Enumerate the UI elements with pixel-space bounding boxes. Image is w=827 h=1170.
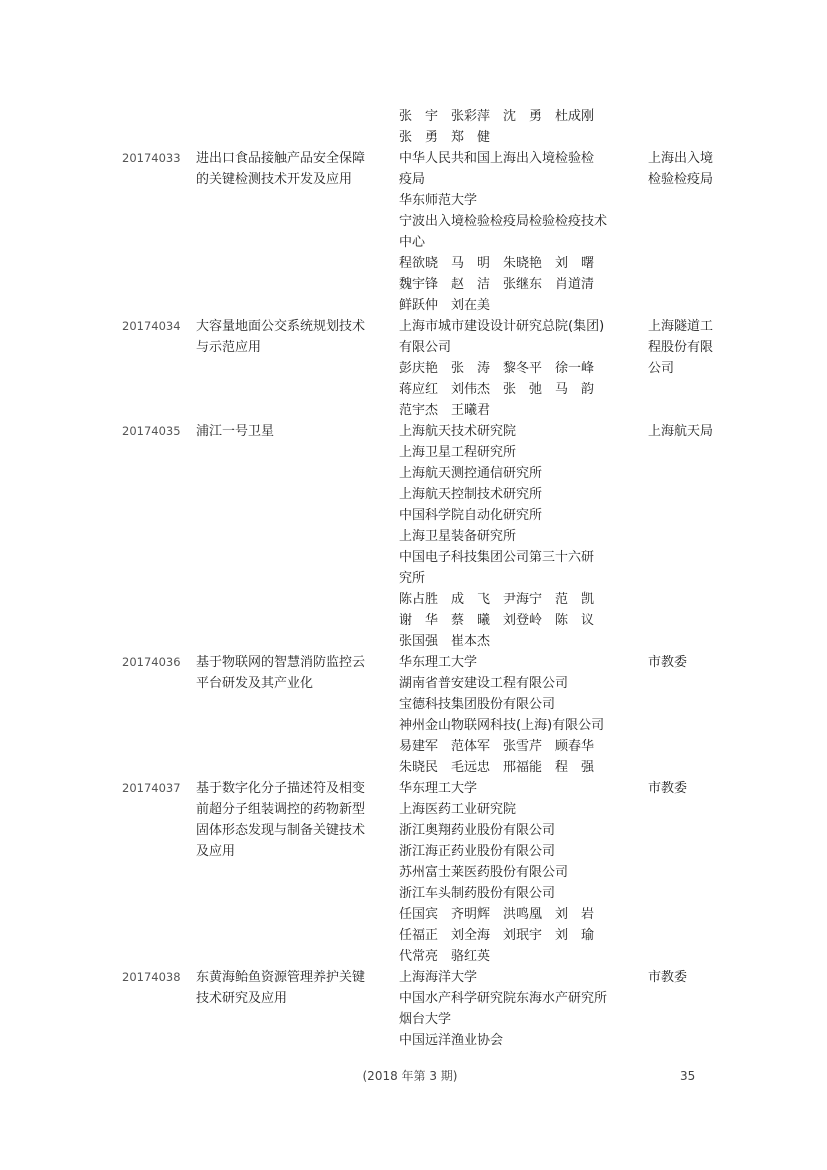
- page-number: 35: [680, 1069, 696, 1083]
- recommending-unit: 市教委: [648, 970, 688, 985]
- completing-organization: 疫局: [399, 172, 426, 187]
- completing-organization: 上海航天技术研究院: [399, 424, 517, 439]
- completing-organization: 中国远洋渔业协会: [399, 1033, 504, 1048]
- completing-organization: 上海海洋大学: [399, 970, 478, 985]
- recommending-unit: 上海隧道工: [648, 319, 714, 334]
- recommending-unit: 上海出入境: [648, 151, 714, 166]
- completing-persons: 张 宇 张彩萍 沈 勇 杜成刚: [399, 109, 595, 124]
- project-title-line: 及应用: [196, 844, 236, 859]
- recommending-unit: 程股份有限: [648, 340, 714, 355]
- completing-persons: 彭庆艳 张 涛 黎冬平 徐一峰: [399, 361, 595, 376]
- project-number: 20174033: [122, 151, 181, 165]
- completing-organization: 湖南省普安建设工程有限公司: [399, 676, 569, 691]
- recommending-unit: 检验检疫局: [648, 172, 714, 187]
- project-number: 20174034: [122, 319, 181, 333]
- project-title-line: 大容量地面公交系统规划技术: [196, 319, 366, 334]
- completing-persons: 代常亮 骆红英: [399, 949, 491, 964]
- project-number: 20174037: [122, 781, 181, 795]
- project-title-line: 基于数字化分子描述符及相变: [196, 781, 366, 796]
- completing-persons: 陈占胜 成 飞 尹海宁 范 凯: [399, 592, 595, 607]
- completing-organization: 浙江车头制药股份有限公司: [399, 886, 556, 901]
- completing-persons: 朱晓民 毛远忠 邢福能 程 强: [399, 760, 595, 775]
- completing-persons: 鲜跃仲 刘在美: [399, 298, 491, 313]
- project-title-line: 固体形态发现与制备关键技术: [196, 823, 366, 838]
- recommending-unit: 市教委: [648, 655, 688, 670]
- issue-label: (2018 年第 3 期): [362, 1069, 458, 1083]
- project-title-line: 前超分子组装调控的药物新型: [196, 802, 366, 817]
- recommending-unit: 市教委: [648, 781, 688, 796]
- completing-organization: 神州金山物联网科技(上海)有限公司: [399, 718, 605, 733]
- completing-organization: 上海航天测控通信研究所: [399, 466, 543, 481]
- completing-persons: 张国强 崔本杰: [399, 634, 491, 649]
- recommending-unit: 公司: [648, 361, 675, 376]
- project-title-line: 基于物联网的智慧消防监控云: [196, 655, 366, 670]
- completing-organization: 华东理工大学: [399, 655, 478, 670]
- completing-persons: 任国宾 齐明辉 洪鸣凰 刘 岩: [399, 907, 595, 922]
- completing-organization: 浙江海正药业股份有限公司: [399, 844, 556, 859]
- completing-organization: 上海卫星工程研究所: [399, 445, 517, 460]
- completing-organization: 上海卫星装备研究所: [399, 529, 517, 544]
- completing-persons: 程欲晓 马 明 朱晓艳 刘 曙: [399, 256, 595, 271]
- project-number: 20174035: [122, 424, 181, 438]
- completing-organization: 宁波出入境检验检疫局检验检疫技术: [399, 214, 608, 229]
- completing-persons: 张 勇 郑 健: [399, 130, 491, 145]
- completing-organization: 中国电子科技集团公司第三十六研: [399, 550, 595, 565]
- completing-organization: 究所: [399, 571, 426, 586]
- completing-persons: 谢 华 蔡 曦 刘登岭 陈 议: [399, 613, 595, 628]
- completing-persons: 范宇杰 王曦君: [399, 403, 491, 418]
- completing-organization: 上海医药工业研究院: [399, 802, 517, 817]
- completing-organization: 苏州富士莱医药股份有限公司: [399, 865, 569, 880]
- completing-organization: 烟台大学: [399, 1012, 452, 1027]
- project-title-line: 进出口食品接触产品安全保障: [196, 151, 366, 166]
- completing-organization: 有限公司: [399, 340, 452, 355]
- completing-organization: 中华人民共和国上海出入境检验检: [399, 151, 595, 166]
- project-title-line: 平台研发及其产业化: [196, 676, 314, 691]
- completing-persons: 蒋应红 刘伟杰 张 弛 马 韵: [399, 382, 595, 397]
- project-title-line: 浦江一号卫星: [196, 424, 275, 439]
- completing-organization: 华东理工大学: [399, 781, 478, 796]
- project-title-line: 与示范应用: [196, 340, 262, 355]
- completing-organization: 上海市城市建设设计研究总院(集团): [399, 319, 605, 334]
- completing-organization: 中国水产科学研究院东海水产研究所: [399, 991, 608, 1006]
- completing-persons: 魏宇锋 赵 洁 张继东 肖道清: [399, 277, 595, 292]
- completing-organization: 中心: [399, 235, 426, 250]
- project-title-line: 的关键检测技术开发及应用: [196, 172, 353, 187]
- completing-organization: 上海航天控制技术研究所: [399, 487, 543, 502]
- project-title-line: 东黄海鲐鱼资源管理养护关键: [196, 970, 366, 985]
- completing-persons: 易建军 范体军 张雪芹 顾春华: [399, 739, 595, 754]
- project-number: 20174038: [122, 970, 181, 984]
- completing-persons: 任福正 刘全海 刘珉宇 刘 瑜: [399, 928, 595, 943]
- completing-organization: 浙江奥翔药业股份有限公司: [399, 823, 556, 838]
- project-title-line: 技术研究及应用: [196, 991, 288, 1006]
- project-number: 20174036: [122, 655, 181, 669]
- completing-organization: 华东师范大学: [399, 193, 478, 208]
- completing-organization: 宝德科技集团股份有限公司: [399, 697, 556, 712]
- completing-organization: 中国科学院自动化研究所: [399, 508, 543, 523]
- recommending-unit: 上海航天局: [648, 424, 714, 439]
